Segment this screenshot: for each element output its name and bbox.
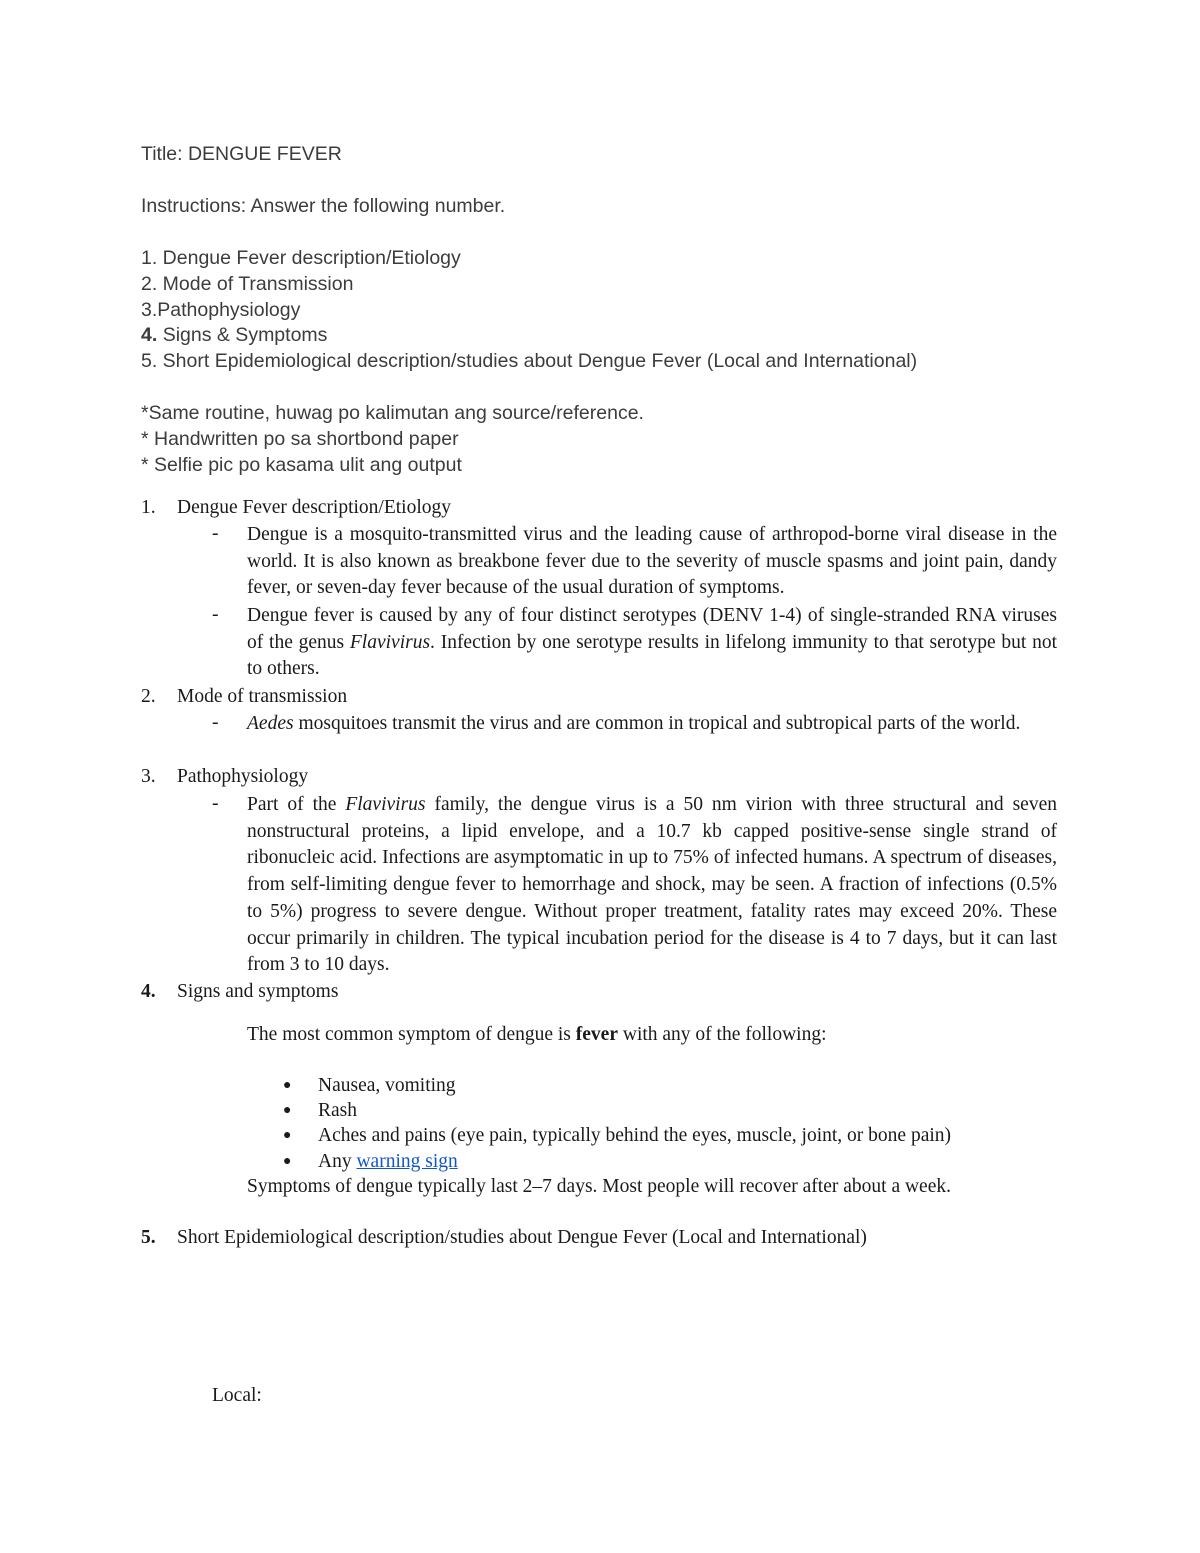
task-item-5: 5. Short Epidemiological description/studies about Dengue Fever (Local and International) [141,350,918,372]
task-item-4-number: 4. [141,324,158,346]
text-run: Dengue fever is caused by any of four distinct serotypes (DENV 1-4) of single-stranded RNA viruses of the genus [247,605,1057,653]
list-item: Aches and pains (eye pain, typically behind the eyes, muscle, joint, or bone pain) [318,1125,952,1146]
bullet-icon: ● [283,1154,292,1169]
section-1-number: 1. [141,497,156,518]
task-item-4 [141,324,327,347]
text-run: Any [318,1151,357,1172]
italic-genus: Aedes [247,713,294,734]
text-run: mosquitoes transmit the virus and are common in tropical and subtropical parts of the world. [293,713,1021,734]
task-item-4-label: Signs & Symptoms [162,324,328,346]
instructions: Instructions: Answer the following number. [141,195,506,217]
section-1-paragraph-1: Dengue is a mosquito-transmitted virus and the leading cause of arthropod-borne viral disease in the world. It is also known as breakbone fever due to the severity of muscle spasms and joint pain, dandy fever, or seven-day fever because of the usual duration of symptoms. [247,524,1057,599]
text-run: with any of the following: [617,1024,827,1045]
section-4-heading: Signs and symptoms [177,981,339,1002]
bullet-icon: ● [283,1103,292,1118]
task-item-1: 1. Dengue Fever description/Etiology [141,247,461,269]
list-item [318,1151,458,1173]
list-item: Rash [318,1100,357,1121]
dash-marker: - [212,523,219,544]
bullet-icon: ● [283,1078,292,1093]
dash-marker: - [212,793,219,814]
note-3: * Selfie pic po kasama ulit ang output [141,454,462,476]
section-1-paragraph-2 [247,603,1057,683]
section-4-intro [247,1024,827,1046]
section-3-number: 3. [141,766,156,787]
warning-sign-link[interactable]: warning sign [356,1151,458,1172]
bullet-icon: ● [283,1128,292,1143]
local-label: Local: [212,1385,262,1406]
dash-marker: - [212,712,219,733]
task-item-3: 3.Pathophysiology [141,299,301,321]
note-1: *Same routine, huwag po kalimutan ang source/reference. [141,402,644,424]
page-title: Title: DENGUE FEVER [141,143,342,165]
dash-marker: - [212,604,219,625]
task-item-2: 2. Mode of Transmission [141,273,354,295]
section-3-heading: Pathophysiology [177,766,309,787]
text-run: Part of the [247,794,346,815]
section-3-paragraph-1 [247,792,1057,979]
section-2-paragraph-1 [247,711,1057,738]
text-run: The most common symptom of dengue is [247,1024,576,1045]
note-2: * Handwritten po sa shortbond paper [141,428,459,450]
section-4-number: 4. [141,981,156,1002]
bold-fever: fever [575,1024,618,1045]
section-4-closing: Symptoms of dengue typically last 2–7 days. Most people will recover after about a week. [247,1176,951,1197]
list-item: Nausea, vomiting [318,1075,456,1096]
section-5-number: 5. [141,1227,156,1248]
text-run: . Infection by one serotype results in lifelong immunity to that serotype but not to others. [247,631,1057,680]
section-2-heading: Mode of transmission [177,686,348,707]
section-1-heading: Dengue Fever description/Etiology [177,497,452,518]
text-run: family, the dengue virus is a 50 nm virion with three structural and seven nonstructural proteins, a lipid envelope, and a 10.7 kb capped positive-sense single strand of ribonucleic acid. Infections are asymptomatic in up to 75% of infected humans. A spectrum of diseases, from self-limiting dengue fever to hemorrhage and shock, may be seen. A fraction of infections (0.5% to 5%) progress to severe dengue. Without proper treatment, fatality rates may exceed 20%. These occur primarily in children. The typical incubation period for the disease is 4 to 7 days, but it can last from 3 to 10 days. [247,794,1057,976]
section-2-number: 2. [141,686,156,707]
italic-genus: Flavivirus [349,631,431,653]
section-5-heading: Short Epidemiological description/studies about Dengue Fever (Local and International) [177,1227,867,1248]
italic-genus: Flavivirus [345,794,426,815]
